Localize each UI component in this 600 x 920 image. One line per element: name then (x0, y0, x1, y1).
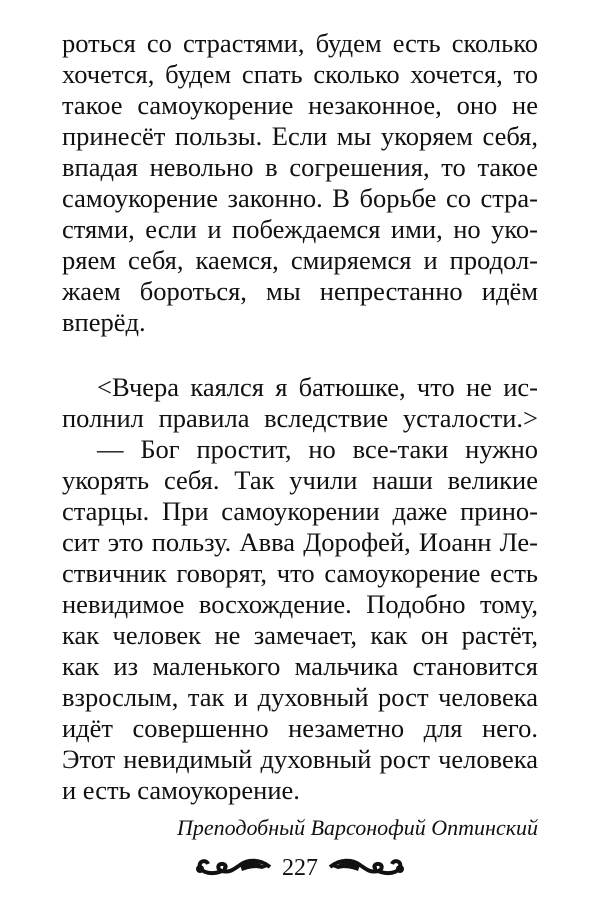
text-line: взрослым, так и духовный рост человека (62, 682, 538, 712)
text-line: самоукорение законно. В борьбе со стра- (62, 183, 538, 213)
text-line: как из маленького мальчика становится (62, 651, 538, 681)
text-line: укорять себя. Так учили наши великие (62, 465, 538, 495)
text-line: невидимое восхождение. Подобно тому, (62, 589, 538, 619)
text-line: ствичник говорят, что самоукорение есть (62, 558, 538, 588)
text-line: старцы. При самоукорении даже прино- (62, 496, 538, 526)
text-line: как человек не замечает, как он растёт, (62, 620, 538, 650)
text-line: и есть самоукорение. (62, 775, 300, 805)
text-line: хочется, будем спать сколько хочется, то (62, 59, 538, 89)
text-line: <Вчера каялся я батюшке, что не ис- (97, 372, 538, 402)
text-line: роться со страстями, будем есть сколько (62, 28, 538, 58)
right-ornament-icon (328, 853, 408, 883)
text-line: такое самоукорение незаконное, оно не (62, 90, 538, 120)
text-line: вперёд. (62, 307, 146, 337)
attribution: Преподобный Варсонофий Оптинский (176, 815, 538, 840)
left-ornament-icon (192, 853, 272, 883)
text-line: стями, если и побеждаемся ими, но уко- (62, 214, 538, 244)
text-line: ряем себя, каемся, смиряемся и продол- (62, 245, 538, 275)
text-line: впадая невольно в согрешения, то такое (62, 152, 538, 182)
text-line: жаем бороться, мы непрестанно идём (62, 276, 538, 306)
text-line: принесёт пользы. Если мы укоряем себя, (62, 121, 538, 151)
text-line: — Бог простит, но все-таки нужно (97, 434, 538, 464)
text-line: сит это пользу. Авва Дорофей, Иоанн Ле- (62, 527, 538, 557)
text-line: Этот невидимый духовный рост человека (62, 744, 538, 774)
page-footer (0, 850, 600, 886)
text-line: идёт совершенно незаметно для него. (62, 713, 538, 743)
text-line: полнил правила вследствие усталости.> (62, 403, 538, 433)
page-number: 227 (282, 855, 318, 881)
